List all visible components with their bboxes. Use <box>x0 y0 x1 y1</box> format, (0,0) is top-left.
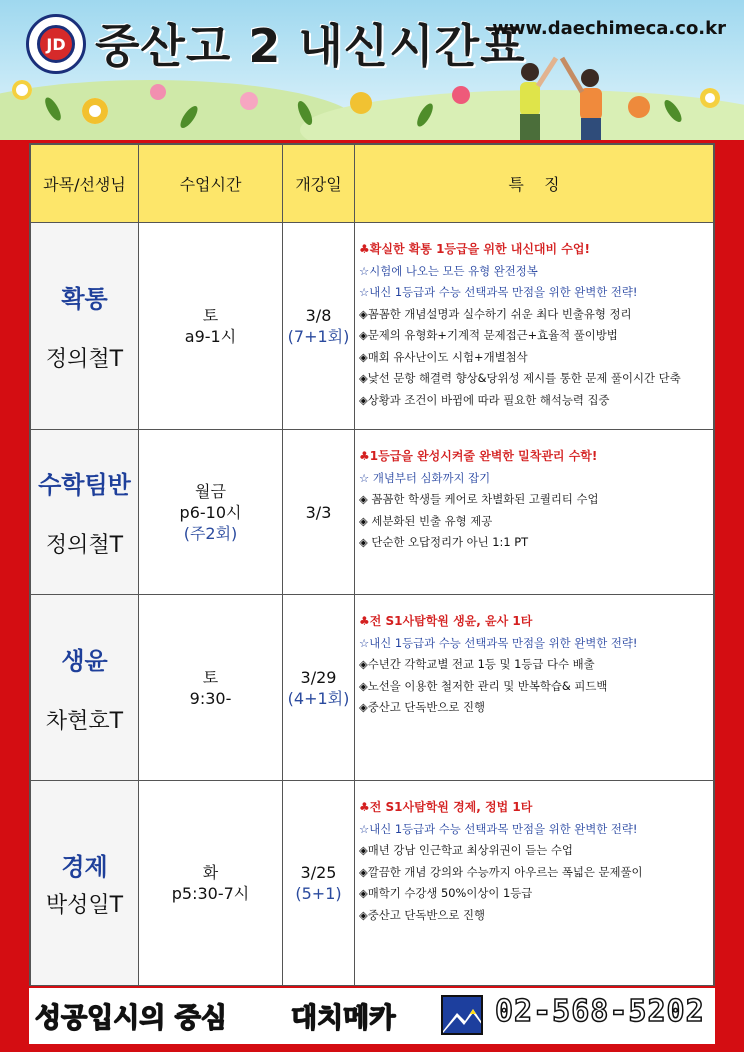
open-date: 3/3 <box>305 502 332 522</box>
feature-item: ◈문제의 유형화+기계적 문제접근+효율적 풀이방법 <box>359 328 618 342</box>
column-header-open-date: 개강일 <box>283 145 355 223</box>
table-row <box>31 430 714 595</box>
teacher-name: 정의철T <box>45 347 124 372</box>
open-date: 3/25 <box>300 863 337 882</box>
session-count: (4+1회) <box>287 688 350 708</box>
open-date: 3/29 <box>300 667 337 687</box>
class-time-line: p5:30-7시 <box>171 884 250 903</box>
feature-item: ♣전 S1사탐학원 경제, 정법 1타 <box>359 800 533 814</box>
class-time-note: (주2회) <box>183 523 238 543</box>
flower-icon <box>700 88 720 108</box>
features-cell <box>355 595 714 781</box>
feature-item: ♣확실한 확통 1등급을 위한 내신대비 수업! <box>359 242 590 256</box>
feature-item: ♣1등급을 완성시켜줄 완벽한 밀착관리 수학! <box>359 449 598 463</box>
feature-item: ☆내신 1등급과 수능 선택과목 만점을 위한 완벽한 전략! <box>359 821 638 836</box>
subject-cell <box>31 595 139 781</box>
feature-item: ◈ 단순한 오답정리가 아닌 1:1 PT <box>359 535 529 549</box>
feature-item: ☆내신 1등급과 수능 선택과목 만점을 위한 완벽한 전략! <box>359 285 638 299</box>
feature-item: ◈노선을 이용한 철저한 관리 및 반복학습& 피드백 <box>359 678 608 693</box>
table-header-row <box>31 145 714 223</box>
class-time-line: 9:30- <box>189 688 232 708</box>
subject-cell <box>31 781 139 986</box>
session-count: (7+1회) <box>287 327 350 346</box>
column-header-subject: 과목/선생님 <box>31 145 139 223</box>
feature-item: ◈매학기 수강생 50%이상이 1등급 <box>359 886 533 900</box>
website-url: www.daechimeca.co.kr <box>492 18 726 39</box>
session-count: (5+1) <box>295 884 342 903</box>
subject-cell <box>31 430 139 595</box>
feature-item: ◈중산고 단독반으로 진행 <box>359 700 486 714</box>
feature-item: ☆시험에 나오는 모든 유형 완전정복 <box>359 263 538 278</box>
table-row <box>31 223 714 430</box>
school-logo <box>26 14 86 74</box>
footer-slogan: 성공입시의 중심 <box>35 1003 227 1034</box>
feature-item: ◈매년 강남 인근학교 최상위권이 듣는 수업 <box>359 843 573 857</box>
column-header-features: 특 징 <box>355 145 714 223</box>
feature-item: ◈ 세분화된 빈출 유형 제공 <box>359 513 493 528</box>
features-cell <box>355 781 714 986</box>
feature-item: ◈깔끔한 개념 강의와 수능까지 아우르는 폭넓은 문제풀이 <box>359 864 643 879</box>
subject-cell <box>31 223 139 430</box>
feature-item: ◈매회 유사난이도 시험+개별첨삭 <box>359 349 528 364</box>
phone-number: 02-568-5202 <box>495 994 705 1029</box>
mountain-logo-icon <box>441 995 483 1035</box>
feature-item: ◈상황과 조건이 바뀜에 따라 필요한 해석능력 집중 <box>359 392 610 407</box>
feature-item: ◈낯선 문항 해결력 향상&당위성 제시를 통한 문제 풀이시간 단축 <box>359 371 681 385</box>
class-time-line: 토 <box>202 667 219 687</box>
flower-icon <box>240 92 258 110</box>
footer-banner <box>29 988 715 1044</box>
class-time-line: 토 <box>202 306 219 325</box>
table-row <box>31 595 714 781</box>
table-row <box>31 781 714 986</box>
class-time-line: 화 <box>202 863 219 882</box>
subject-name: 경제 <box>61 853 108 881</box>
subject-name: 생윤 <box>61 646 108 675</box>
open-date-cell <box>283 430 355 595</box>
feature-item: ◈꼼꼼한 개념설명과 실수하기 쉬운 최다 빈출유형 정리 <box>359 306 632 321</box>
flower-icon <box>452 86 470 104</box>
open-date-cell <box>283 223 355 430</box>
feature-item: ☆내신 1등급과 수능 선택과목 만점을 위한 완벽한 전략! <box>359 635 638 650</box>
class-time-cell <box>139 781 283 986</box>
column-header-time: 수업시간 <box>139 145 283 223</box>
feature-item: ◈ 꼼꼼한 학생들 케어로 차별화된 고퀄리티 수업 <box>359 492 599 506</box>
feature-item: ◈중산고 단독반으로 진행 <box>359 907 486 922</box>
teacher-name: 차현호T <box>45 708 124 734</box>
class-time-cell <box>139 595 283 781</box>
open-date: 3/8 <box>305 306 332 325</box>
subject-name: 확통 <box>61 285 108 313</box>
open-date-cell <box>283 781 355 986</box>
timetable <box>29 143 715 986</box>
feature-item: ◈수년간 각학교별 전교 1등 및 1등급 다수 배출 <box>359 657 595 671</box>
footer-brand: 대치메카 <box>291 1003 396 1034</box>
class-time-line: p6-10시 <box>179 502 242 522</box>
teacher-name: 정의철T <box>45 533 124 558</box>
class-time-cell <box>139 223 283 430</box>
flower-icon <box>350 92 372 114</box>
subject-name: 수학팀반 <box>38 471 131 499</box>
class-time-cell <box>139 430 283 595</box>
class-time-line: a9-1시 <box>184 327 237 346</box>
school-logo-emblem: JD <box>37 25 75 63</box>
features-cell <box>355 430 714 595</box>
header-banner <box>0 0 744 140</box>
flower-icon <box>82 98 108 124</box>
flower-icon <box>150 84 166 100</box>
page-title: 중산고 2 내신시간표 <box>95 19 526 73</box>
teacher-name: 박성일T <box>45 893 124 918</box>
feature-item: ♣전 S1사탐학원 생윤, 윤사 1타 <box>359 614 533 628</box>
open-date-cell <box>283 595 355 781</box>
flower-icon <box>12 80 32 100</box>
features-cell <box>355 223 714 430</box>
class-time-line: 월금 <box>195 481 226 501</box>
feature-item: ☆ 개념부터 심화까지 잡기 <box>359 470 491 485</box>
